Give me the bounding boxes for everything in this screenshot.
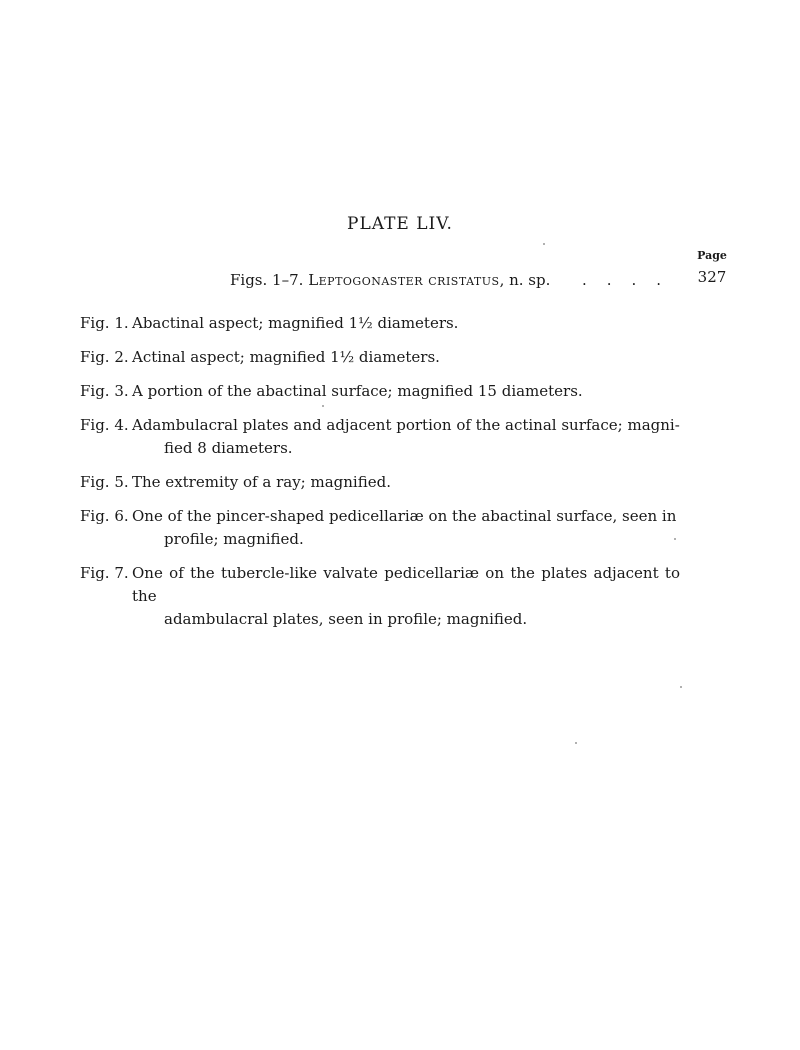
figure-label: Fig. 5. <box>80 473 129 491</box>
caption-text: Adambulacral plates and adjacent portion of the actinal surface; magni- <box>132 416 680 434</box>
caption-text: One of the pincer-shaped pedicellariæ on the abactinal surface, seen in <box>132 507 677 525</box>
figure-caption <box>80 312 680 335</box>
figure-label: Fig. 4. <box>80 416 129 434</box>
figure-caption <box>80 414 680 460</box>
species-name: Leptogonaster cristatus <box>308 271 500 289</box>
caption-continuation: profile; magnified. <box>164 530 304 548</box>
print-speck <box>322 405 324 407</box>
figures-range: Figs. 1–7. <box>230 271 304 289</box>
caption-text: A portion of the abactinal surface; magnified 15 diameters. <box>132 382 583 400</box>
caption-text: One of the tubercle-like valvate pedicellariæ on the plates adjacent to the <box>132 564 680 605</box>
plate-title: PLATE LIV. <box>347 214 453 234</box>
page-number: 327 <box>697 268 727 286</box>
dot-leaders: .... <box>582 271 682 289</box>
figure-caption <box>80 380 680 403</box>
figure-caption <box>80 562 680 631</box>
page-column-label: Page <box>697 249 727 262</box>
figure-label: Fig. 6. <box>80 507 129 525</box>
print-speck <box>543 243 545 245</box>
figure-label: Fig. 1. <box>80 314 129 332</box>
species-suffix: , n. sp. <box>499 271 551 289</box>
caption-continuation: fied 8 diameters. <box>164 439 293 457</box>
figure-label: Fig. 2. <box>80 348 129 366</box>
figure-caption <box>80 505 680 551</box>
caption-text: Actinal aspect; magnified 1½ diameters. <box>132 348 440 366</box>
caption-text: The extremity of a ray; magnified. <box>132 473 391 491</box>
figure-label: Fig. 7. <box>80 564 129 582</box>
caption-text: Abactinal aspect; magnified 1½ diameters. <box>132 314 459 332</box>
print-speck <box>674 538 676 540</box>
figure-caption <box>80 471 680 494</box>
figure-captions <box>80 312 680 642</box>
print-speck <box>680 686 682 688</box>
figure-caption <box>80 346 680 369</box>
figure-label: Fig. 3. <box>80 382 129 400</box>
print-speck <box>575 742 577 744</box>
figures-header <box>230 271 550 289</box>
caption-continuation: adambulacral plates, seen in profile; magnified. <box>164 610 528 628</box>
